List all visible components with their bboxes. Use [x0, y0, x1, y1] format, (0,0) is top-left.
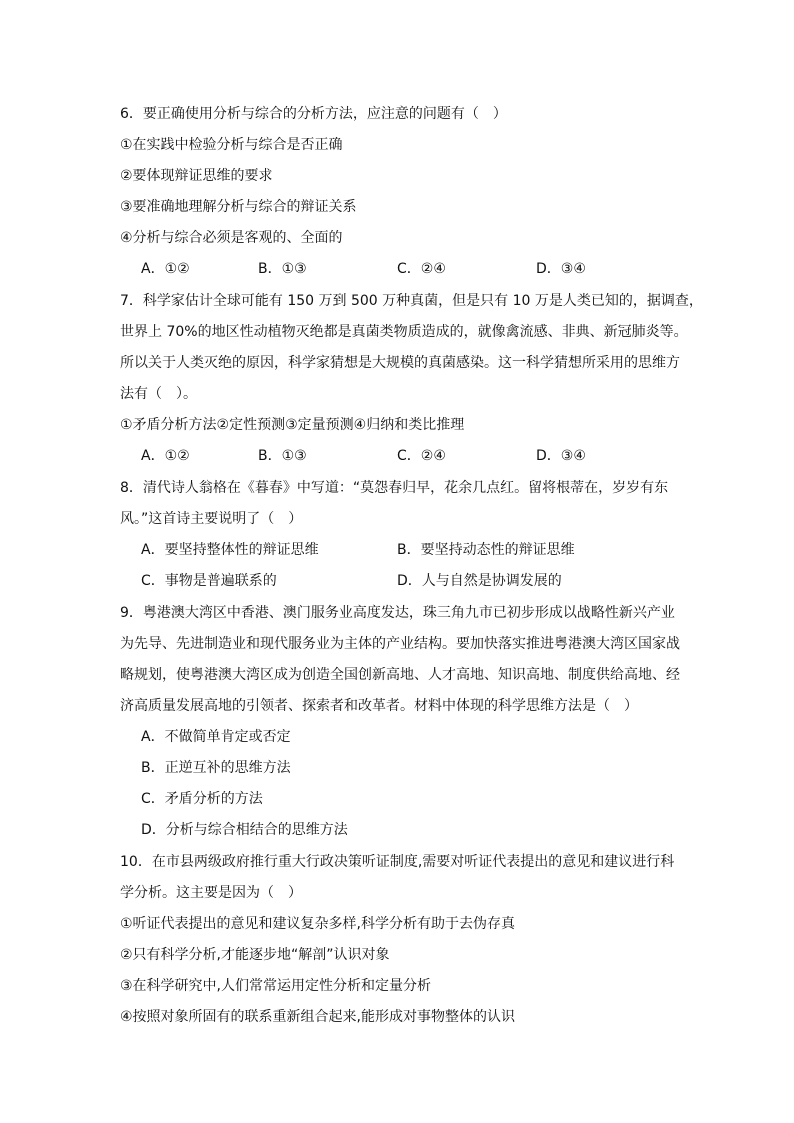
q6-item-4: ④分析与综合必须是客观的、全面的 [120, 230, 343, 246]
q9-option-a: A．不做简单肯定或否定 [141, 729, 291, 745]
q8-option-d: D．人与自然是协调发展的 [397, 573, 562, 589]
q6-item-3: ③要准确地理解分析与综合的辩证关系 [120, 199, 357, 215]
q6-option-b: B．①③ [258, 261, 307, 277]
q9-stem-line-2: 为先导、先进制造业和现代服务业为主体的产业结构。要加快落实推进粤港澳大湾区国家战 [120, 636, 680, 652]
q9-option-d: D．分析与综合相结合的思维方法 [141, 822, 348, 838]
q6-option-a: A．①② [141, 261, 190, 277]
q6-option-d: D．③④ [536, 261, 586, 277]
q7-items: ①矛盾分析方法②定性预测③定量预测④归纳和类比推理 [120, 417, 465, 433]
q10-item-1: ①听证代表提出的意见和建议复杂多样,科学分析有助于去伪存真 [120, 916, 515, 932]
q7-stem-line-4: 法有（ ）。 [120, 386, 197, 402]
q7-option-d: D．③④ [536, 448, 586, 464]
q8-stem-line-2: 风。”这首诗主要说明了（ ） [120, 511, 303, 527]
q6-stem: 6．要正确使用分析与综合的分析方法，应注意的问题有（ ） [120, 106, 507, 122]
q8-option-b: B．要坚持动态性的辩证思维 [397, 542, 575, 558]
q8-stem-line-1: 8．清代诗人翁格在《暮春》中写道：“莫怨春归早，花余几点红。留将根蒂在，岁岁有东 [120, 480, 669, 496]
q9-option-c: C．矛盾分析的方法 [141, 791, 263, 807]
q7-option-a: A．①② [141, 448, 190, 464]
q10-stem-line-1: 10．在市县两级政府推行重大行政决策听证制度,需要对听证代表提出的意见和建议进行科 [120, 854, 675, 870]
q9-stem-line-4: 济高质量发展高地的引领者、探索者和改革者。材料中体现的科学思维方法是（ ） [120, 698, 638, 714]
q6-option-c: C．②④ [397, 261, 446, 277]
q10-item-4: ④按照对象所固有的联系重新组合起来,能形成对事物整体的认识 [120, 1009, 515, 1025]
q7-option-b: B．①③ [258, 448, 307, 464]
q6-item-1: ①在实践中检验分析与综合是否正确 [120, 137, 343, 153]
q8-option-a: A．要坚持整体性的辩证思维 [141, 542, 319, 558]
q10-item-3: ③在科学研究中,人们常常运用定性分析和定量分析 [120, 978, 431, 994]
q7-stem-line-1: 7．科学家估计全球可能有 150 万到 500 万种真菌，但是只有 10 万是人类已知的，据调查， [120, 293, 703, 309]
q10-item-2: ②只有科学分析,才能逐步地“解剖”认识对象 [120, 947, 390, 963]
q9-stem-line-1: 9．粤港澳大湾区中香港、澳门服务业高度发达，珠三角九市已初步形成以战略性新兴产业 [120, 605, 675, 621]
q8-option-c: C．事物是普遍联系的 [141, 573, 277, 589]
q6-item-2: ②要体现辩证思维的要求 [120, 168, 273, 184]
q7-stem-line-2: 世界上 70%的地区性动植物灭绝都是真菌类物质造成的，就像禽流感、非典、新冠肺炎等。 [120, 324, 688, 340]
q9-option-b: B．正逆互补的思维方法 [141, 760, 291, 776]
q10-stem-line-2: 学分析。这主要是因为（ ） [120, 885, 302, 901]
q7-stem-line-3: 所以关于人类灭绝的原因，科学家猜想是大规模的真菌感染。这一科学猜想所采用的思维方 [120, 355, 680, 371]
q7-option-c: C．②④ [397, 448, 446, 464]
q9-stem-line-3: 略规划，使粤港澳大湾区成为创造全国创新高地、人才高地、知识高地、制度供给高地、经 [120, 667, 680, 683]
